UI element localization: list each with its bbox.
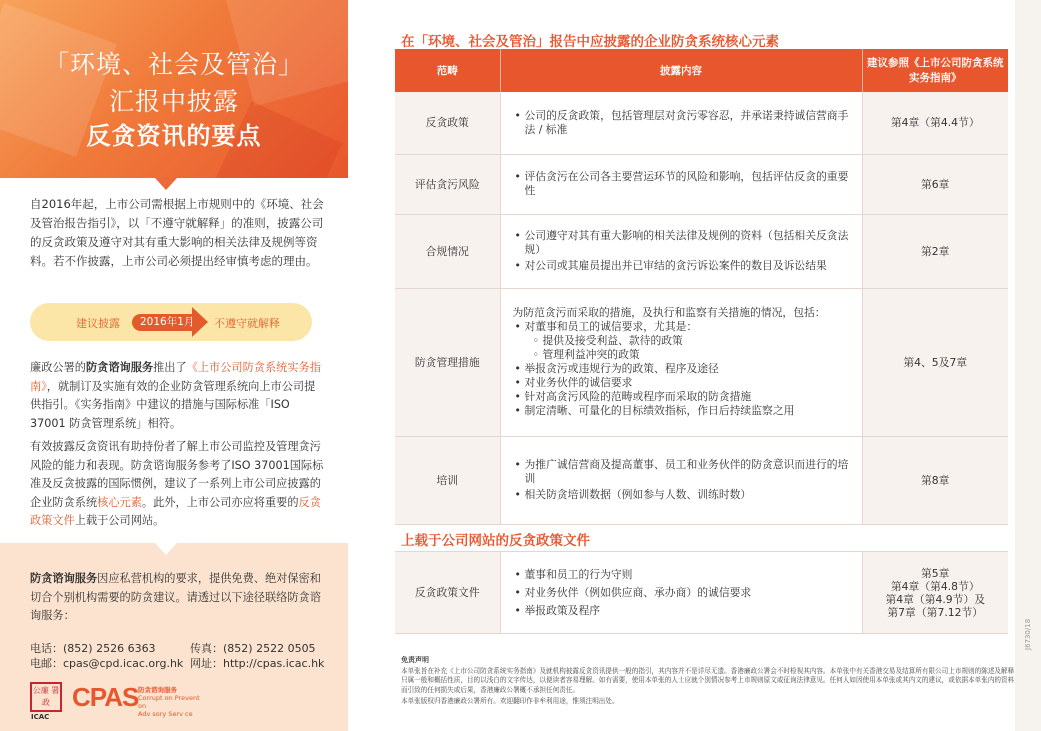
content-cell	[500, 552, 862, 634]
content-cell	[500, 92, 862, 154]
text-run: ，就制订及实施有效的企业防贪管理系统向上市公司提供指引。《实务指南》中建议的措施与国际标准「ISO 37001 防贪管理系统」相符。	[30, 379, 316, 430]
website-link[interactable]: 网址：http://cpas.icac.hk	[190, 657, 325, 670]
copyright-notice: 本单张版权归香港廉政公署所有。欢迎翻印作非牟利用途，惟须注明出处。	[401, 697, 619, 705]
contact-notch	[155, 543, 177, 555]
sub-bullet-item: ◦ 提供及接受利益、款待的政策	[513, 334, 852, 348]
category-cell: 反贪政策	[395, 92, 500, 154]
policy-documents-table	[395, 551, 1008, 634]
bullet-item: • 相关防贪培训数据（例如参与人数、训练时数）	[513, 488, 852, 502]
bullet-item: • 针对高贪污风险的范畴或程序而采取的防贪措施	[513, 390, 852, 404]
table-row	[395, 436, 1008, 524]
pill-left-label: 建议披露	[76, 317, 120, 330]
core-elements-link[interactable]: 核心元素	[97, 495, 142, 509]
phone-text: 电话：(852) 2526 6363	[30, 642, 156, 655]
section-title-core-elements: 在「环境、社会及管治」报告中应披露的企业防贪系统核心元素	[401, 34, 779, 50]
cpas-sub-line: Corrupt on Prevent on	[138, 694, 200, 710]
category-cell: 防贪管理措施	[395, 288, 500, 436]
hero-title-line3: 反贪资讯的要点	[86, 122, 262, 150]
text-run: 有效披露反贪资讯有助持份者了解上市公司监控及管理贪污风险的能力和表现。防贪谘询服务参考了ISO 37001国际标准及反贪披露的国际惯例，建议了一系列上市公司应披露的企业防贪系统	[30, 440, 324, 509]
document-code: J6730/18	[1024, 618, 1032, 650]
category-cell: 反贪政策文件	[395, 552, 500, 634]
bullet-item: • 对业务伙伴的诚信要求	[513, 376, 852, 390]
content-cell	[500, 154, 862, 214]
category-cell: 评估贪污风险	[395, 154, 500, 214]
bullet-item: • 公司遵守对其有重大影响的相关法律及规例的资料（包括相关反贪法规）	[513, 229, 852, 257]
text-run: 。此外，上市公司亦应将重要的	[141, 495, 299, 509]
table-row	[395, 214, 1008, 288]
policy-docs-link[interactable]: 反贪政策文件	[30, 495, 321, 527]
text-run: 廉政公署的	[30, 361, 86, 374]
disclosure-paragraph	[30, 438, 325, 531]
hero-notch	[155, 178, 177, 190]
email-link[interactable]: 电邮：cpas@cpd.icac.org.hk	[30, 657, 184, 670]
table-row	[395, 92, 1008, 154]
table-row	[395, 288, 1008, 436]
cpas-sub-line: Adv sory Serv ce	[138, 710, 193, 718]
pill-right-label: 不遵守就解释	[214, 317, 280, 330]
cpas-logo: CPAS	[72, 682, 139, 712]
bullet-item: • 举报贪污或违规行为的政策、程序及途径	[513, 362, 852, 376]
arrow-right-icon	[192, 307, 208, 337]
reference-cell: 第6章	[862, 154, 1008, 214]
pill-year-badge: 2016年1月	[132, 314, 202, 331]
text-run: 因应私营机构的要求，提供免费、绝对保密和切合个别机构需要的防贪建议。请透过以下途径联络防贪谘询服务：	[30, 572, 321, 622]
guide-link[interactable]: 《上市公司防贪系统实务指南》	[30, 361, 321, 393]
reference-line: 第7章（第7.12节）	[887, 605, 984, 619]
left-column	[0, 0, 348, 731]
header-text: 建议参照《上市公司防贪系统实务指南》	[867, 56, 1004, 84]
table-row	[395, 552, 1008, 634]
reference-cell: 第4章（第4.4节）	[862, 92, 1008, 154]
icac-label: ICAC	[31, 713, 50, 721]
cpas-sub-line: 防贪谘询服务	[138, 686, 177, 694]
icac-seal-icon: 公廉 署政	[30, 682, 62, 712]
reference-line: 第4章（第4.9节）及	[885, 592, 986, 606]
bullet-item: • 对公司或其雇员提出并已审结的贪污诉讼案件的数目及诉讼结果	[513, 259, 852, 273]
bullet-item: • 为推广诚信营商及提高董事、员工和业务伙伴的防贪意识而进行的培训	[513, 458, 852, 486]
bullet-item: • 评估贪污在公司各主要营运环节的风险和影响，包括评估反贪的重要性	[513, 170, 852, 198]
cpas-subtitle	[138, 686, 208, 718]
bullet-item: • 对业务伙伴（例如供应商、承办商）的诚信要求	[513, 586, 852, 600]
logo-bar	[30, 682, 330, 721]
sub-bullet-item: ◦ 管理利益冲突的政策	[513, 348, 852, 362]
reference-cell	[862, 552, 1008, 634]
bullet-item: • 董事和员工的行为守则	[513, 568, 852, 582]
category-cell: 合规情况	[395, 214, 500, 288]
text-run: 推出了	[153, 361, 187, 374]
bullet-item: • 公司的反贪政策，包括管理层对贪污零容忍，并承诺秉持诚信营商手法 / 标准	[513, 109, 852, 137]
disclaimer-heading: 免责声明	[401, 656, 429, 664]
bullet-item: • 对董事和员工的诚信要求，尤其是：	[513, 320, 852, 334]
text-run: 防贪谘询服务	[85, 361, 154, 374]
content-cell	[500, 436, 862, 524]
category-cell: 培训	[395, 436, 500, 524]
intro-paragraph: 自2016年起，上市公司需根据上市规则中的《环境、社会及管治报告指引》，以「不遵守就解释」的准则，披露公司的反贪政策及遵守对其有重大影响的相关法律及规例等资料。若不作披露，上市公司必须提出经审慎考虑的理由。	[30, 197, 324, 268]
disclaimer-body: 本单张旨在补充《上市公司防贪系统实务指南》及就机构披露反贪资讯提供一般的指引，其内容并不是详尽无遗。香港廉政公署会不时检视其内容。本单张中有关香港交易及结算所有限公司上市规则的陈述及解释只属一般和概括性质，目的以浅白的文字传达，以便读者容易理解。如有需要，使用本单张的人士应就个别情况参考上市规则原文或征询法律意见。任何人如因使用本单张或其内文的建议，或依据本单张内的资料而引致的任何损失或后果，香港廉政公署概不承担任何责任。	[401, 666, 1015, 694]
content-cell	[500, 288, 862, 436]
disclaimer-block	[401, 656, 1016, 707]
guide-paragraph	[30, 359, 325, 433]
table-header-row	[395, 49, 1008, 92]
row-intro-text: 为防范贪污而采取的措施，及执行和监察有关措施的情况，包括：	[512, 306, 826, 319]
core-elements-table	[395, 49, 1008, 525]
reference-cell: 第8章	[862, 436, 1008, 524]
reference-cell: 第2章	[862, 214, 1008, 288]
hero-title-line1: 「环境、社会及管治」	[43, 50, 304, 79]
column-header	[862, 49, 1008, 92]
text-run: 防贪谘询服务	[30, 572, 98, 585]
table-row	[395, 154, 1008, 214]
column-header: 披露内容	[500, 49, 862, 92]
timeline-pill	[30, 303, 312, 341]
content-cell	[500, 214, 862, 288]
contact-paragraph	[30, 570, 325, 626]
column-header: 范畴	[395, 49, 500, 92]
bullet-item: • 制定清晰、可量化的目标绩效指标，作日后持续监察之用	[513, 404, 852, 418]
reference-line: 第4章（第4.8节）	[890, 579, 980, 593]
text-run: 上载于公司网站。	[74, 514, 165, 527]
reference-cell: 第4、5及7章	[862, 288, 1008, 436]
hero-title-line2: 汇报中披露	[108, 87, 239, 116]
section-title-policy-documents: 上载于公司网站的反贪政策文件	[401, 533, 590, 549]
fax-text: 传真：(852) 2522 0505	[190, 642, 316, 655]
bullet-item: • 举报政策及程序	[513, 604, 852, 618]
hero-banner	[0, 0, 348, 178]
reference-line: 第5章	[921, 566, 950, 580]
